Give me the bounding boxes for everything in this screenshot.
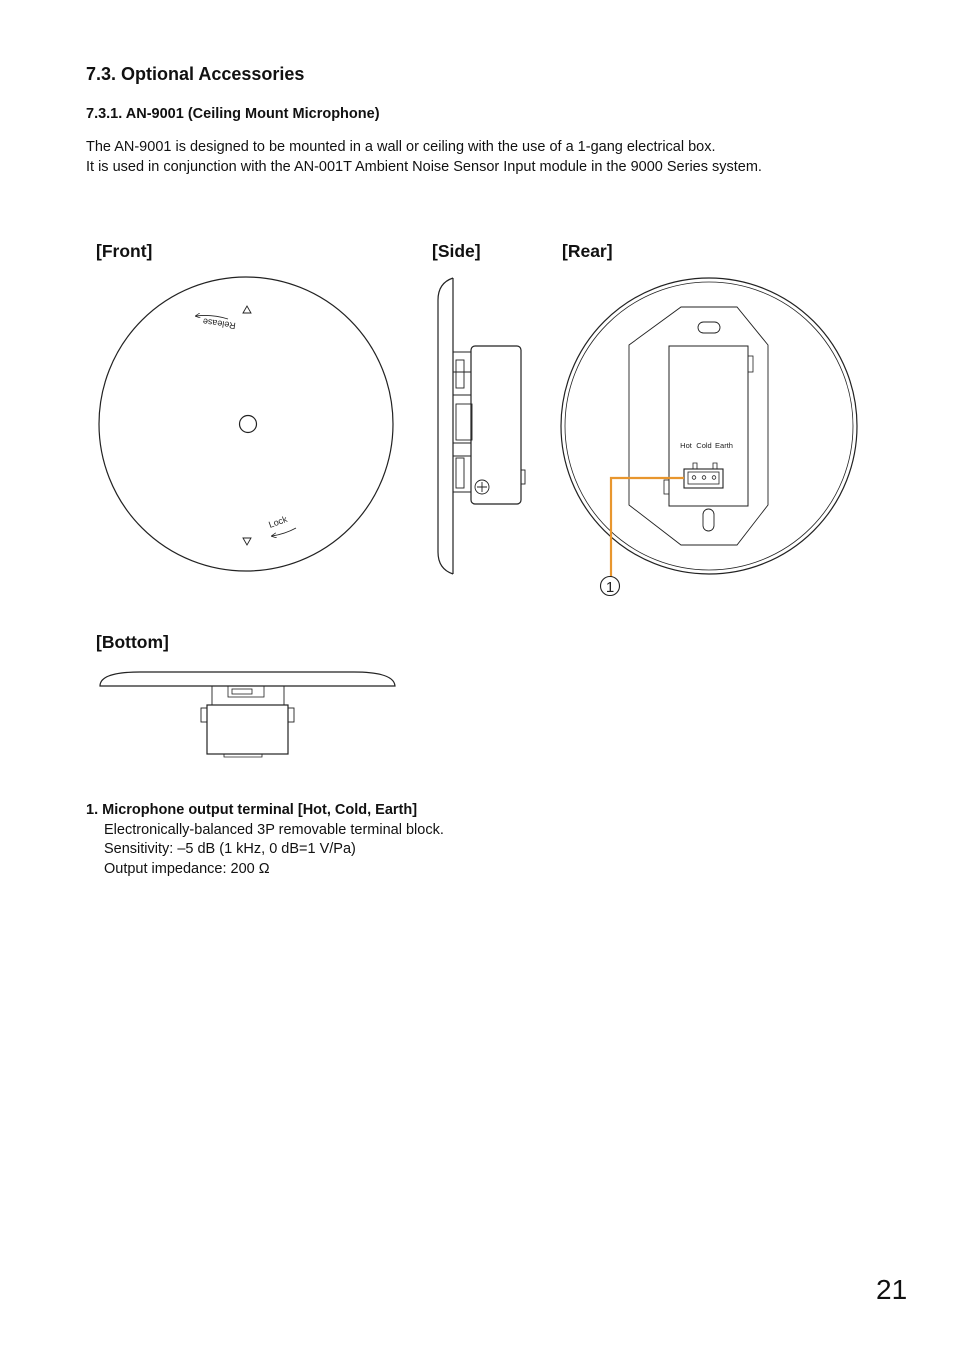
callout-number: 1	[605, 579, 615, 596]
note-line: Output impedance: 200 Ω	[104, 860, 270, 877]
microphone-hole	[240, 416, 257, 433]
front-view-label: [Front]	[96, 241, 153, 261]
mounting-slot-top	[698, 322, 720, 333]
rear-faceplate-inner	[565, 282, 853, 570]
bottom-housing	[207, 705, 288, 754]
side-view-drawing	[438, 278, 525, 574]
lock-triangle-icon	[243, 538, 251, 545]
terminal-board	[669, 346, 748, 506]
mounting-bracket	[629, 307, 768, 545]
intro-line-2: It is used in conjunction with the AN-001T Ambient Noise Sensor Input module in the 9000 Series system.	[86, 159, 762, 175]
section-title: 7.3. Optional Accessories	[86, 64, 305, 84]
lock-label: Lock	[267, 513, 289, 530]
bottom-view-drawing	[100, 672, 395, 757]
terminal-label-earth: Earth	[715, 441, 733, 450]
callout-leader-line	[611, 478, 684, 578]
bottom-faceplate	[100, 672, 395, 686]
release-triangle-icon	[243, 306, 251, 313]
terminal-label-cold: Cold	[696, 441, 712, 450]
front-view-drawing	[99, 277, 393, 571]
notes-list	[86, 801, 444, 879]
side-view-label: [Side]	[432, 241, 481, 261]
bottom-view-label: [Bottom]	[96, 632, 169, 652]
note-line: Sensitivity: –5 dB (1 kHz, 0 dB=1 V/Pa)	[104, 841, 356, 857]
side-housing	[471, 346, 521, 504]
rear-view-label: [Rear]	[562, 241, 613, 261]
note-heading: 1. Microphone output terminal [Hot, Cold, Earth]	[86, 802, 418, 818]
mounting-slot-bottom	[703, 509, 714, 531]
rear-view-drawing	[561, 278, 857, 574]
front-faceplate	[99, 277, 393, 571]
subsection-title: 7.3.1. AN-9001 (Ceiling Mount Microphone)	[86, 106, 380, 122]
release-label: Release	[202, 316, 237, 331]
note-line: Electronically-balanced 3P removable terminal block.	[104, 821, 444, 838]
note-item	[86, 801, 444, 879]
page-number: 21	[876, 1274, 908, 1305]
side-plate-outer	[438, 278, 453, 574]
terminal-label-hot: Hot	[680, 441, 692, 450]
lock-arrow-icon	[272, 528, 296, 536]
intro-line-1: The AN-9001 is designed to be mounted in a wall or ceiling with the use of a 1-gang electrical box.	[86, 139, 716, 155]
